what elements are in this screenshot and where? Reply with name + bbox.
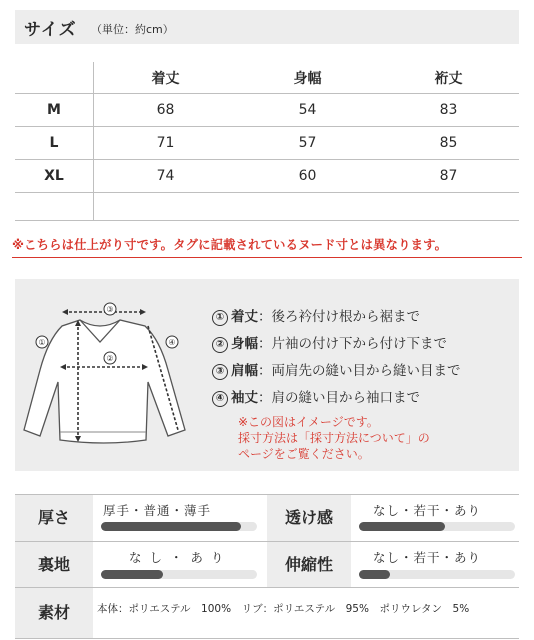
legend-desc: ：後ろ衿付け根から裾まで — [258, 309, 420, 325]
column-header-sleeve: 裄丈 — [378, 62, 519, 94]
empty-cell — [94, 193, 238, 221]
thickness-label: 厚さ — [15, 495, 93, 541]
table-row-empty — [15, 193, 519, 221]
empty-cell — [378, 193, 519, 221]
table-cell: 68 — [94, 94, 238, 127]
header-corner — [15, 62, 94, 94]
empty-cell — [15, 193, 94, 221]
unit-note: （単位：約cm） — [91, 23, 174, 36]
legend-item-length — [212, 305, 420, 326]
material-label: 素材 — [15, 588, 93, 638]
finish-size-note: ※こちらは仕上がり寸です。タグに記載されているヌード寸とは異なります。 — [12, 238, 448, 252]
transparency-scale: なし・若干・あり — [373, 503, 482, 518]
marker-4: ④ — [168, 338, 176, 347]
material-composition: 本体：ポリエステル 100% リブ：ポリエステル 95% ポリウレタン 5% — [97, 603, 470, 615]
transparency-label: 透け感 — [267, 495, 351, 541]
legend-number: ③ — [212, 364, 228, 380]
thickness-meter-fill — [101, 522, 241, 531]
legend-term: 着丈 — [231, 309, 258, 325]
legend-number: ④ — [212, 391, 228, 407]
table-cell: 83 — [378, 94, 519, 127]
size-label: M — [15, 94, 94, 127]
thickness-meter — [101, 522, 257, 531]
disclaimer-line: ページをご覧ください。 — [238, 447, 370, 461]
table-cell: 71 — [94, 127, 238, 160]
column-header-width: 身幅 — [237, 62, 378, 94]
table-cell: 85 — [378, 127, 519, 160]
stretch-meter — [359, 570, 515, 579]
table-row — [15, 160, 519, 193]
image-disclaimer — [238, 414, 430, 462]
stretch-meter-fill — [359, 570, 390, 579]
size-header-bar — [15, 10, 519, 44]
size-table — [15, 62, 519, 221]
legend-desc: ：両肩先の縫い目から縫い目まで — [258, 363, 461, 379]
marker-3: ③ — [106, 305, 114, 314]
legend-desc: ：片袖の付け下から付け下まで — [258, 336, 447, 352]
marker-2: ② — [106, 354, 114, 363]
lining-label: 裏地 — [15, 542, 93, 587]
transparency-meter — [359, 522, 515, 531]
marker-1: ① — [38, 338, 46, 347]
legend-term: 袖丈 — [231, 390, 258, 406]
table-row — [15, 127, 519, 160]
size-title: サイズ — [24, 20, 77, 40]
column-header-length: 着丈 — [94, 62, 238, 94]
lining-scale: な し ・ あ り — [129, 550, 226, 565]
disclaimer-line: 採寸方法は「採寸方法について」の — [238, 431, 430, 445]
size-label: XL — [15, 160, 94, 193]
table-cell: 57 — [237, 127, 378, 160]
table-cell: 60 — [237, 160, 378, 193]
stretch-label: 伸縮性 — [267, 542, 351, 587]
shirt-diagram-icon — [20, 300, 195, 455]
size-label: L — [15, 127, 94, 160]
legend-item-shoulder — [212, 359, 461, 380]
table-cell: 54 — [237, 94, 378, 127]
disclaimer-line: ※この図はイメージです。 — [238, 415, 379, 429]
divider — [15, 638, 519, 639]
legend-number: ① — [212, 310, 228, 326]
legend-term: 身幅 — [231, 336, 258, 352]
transparency-meter-fill — [359, 522, 445, 531]
empty-cell — [237, 193, 378, 221]
fabric-attributes — [15, 494, 519, 639]
legend-item-width — [212, 332, 447, 353]
legend-number: ② — [212, 337, 228, 353]
legend-item-sleeve — [212, 386, 420, 407]
table-cell: 87 — [378, 160, 519, 193]
legend-term: 肩幅 — [231, 363, 258, 379]
note-divider — [12, 257, 522, 258]
legend-desc: ：肩の縫い目から袖口まで — [258, 390, 420, 406]
table-cell: 74 — [94, 160, 238, 193]
lining-meter — [101, 570, 257, 579]
size-table-header — [15, 62, 519, 94]
table-row — [15, 94, 519, 127]
stretch-scale: なし・若干・あり — [373, 550, 482, 565]
lining-meter-fill — [101, 570, 163, 579]
thickness-scale: 厚手・普通・薄手 — [103, 503, 212, 518]
